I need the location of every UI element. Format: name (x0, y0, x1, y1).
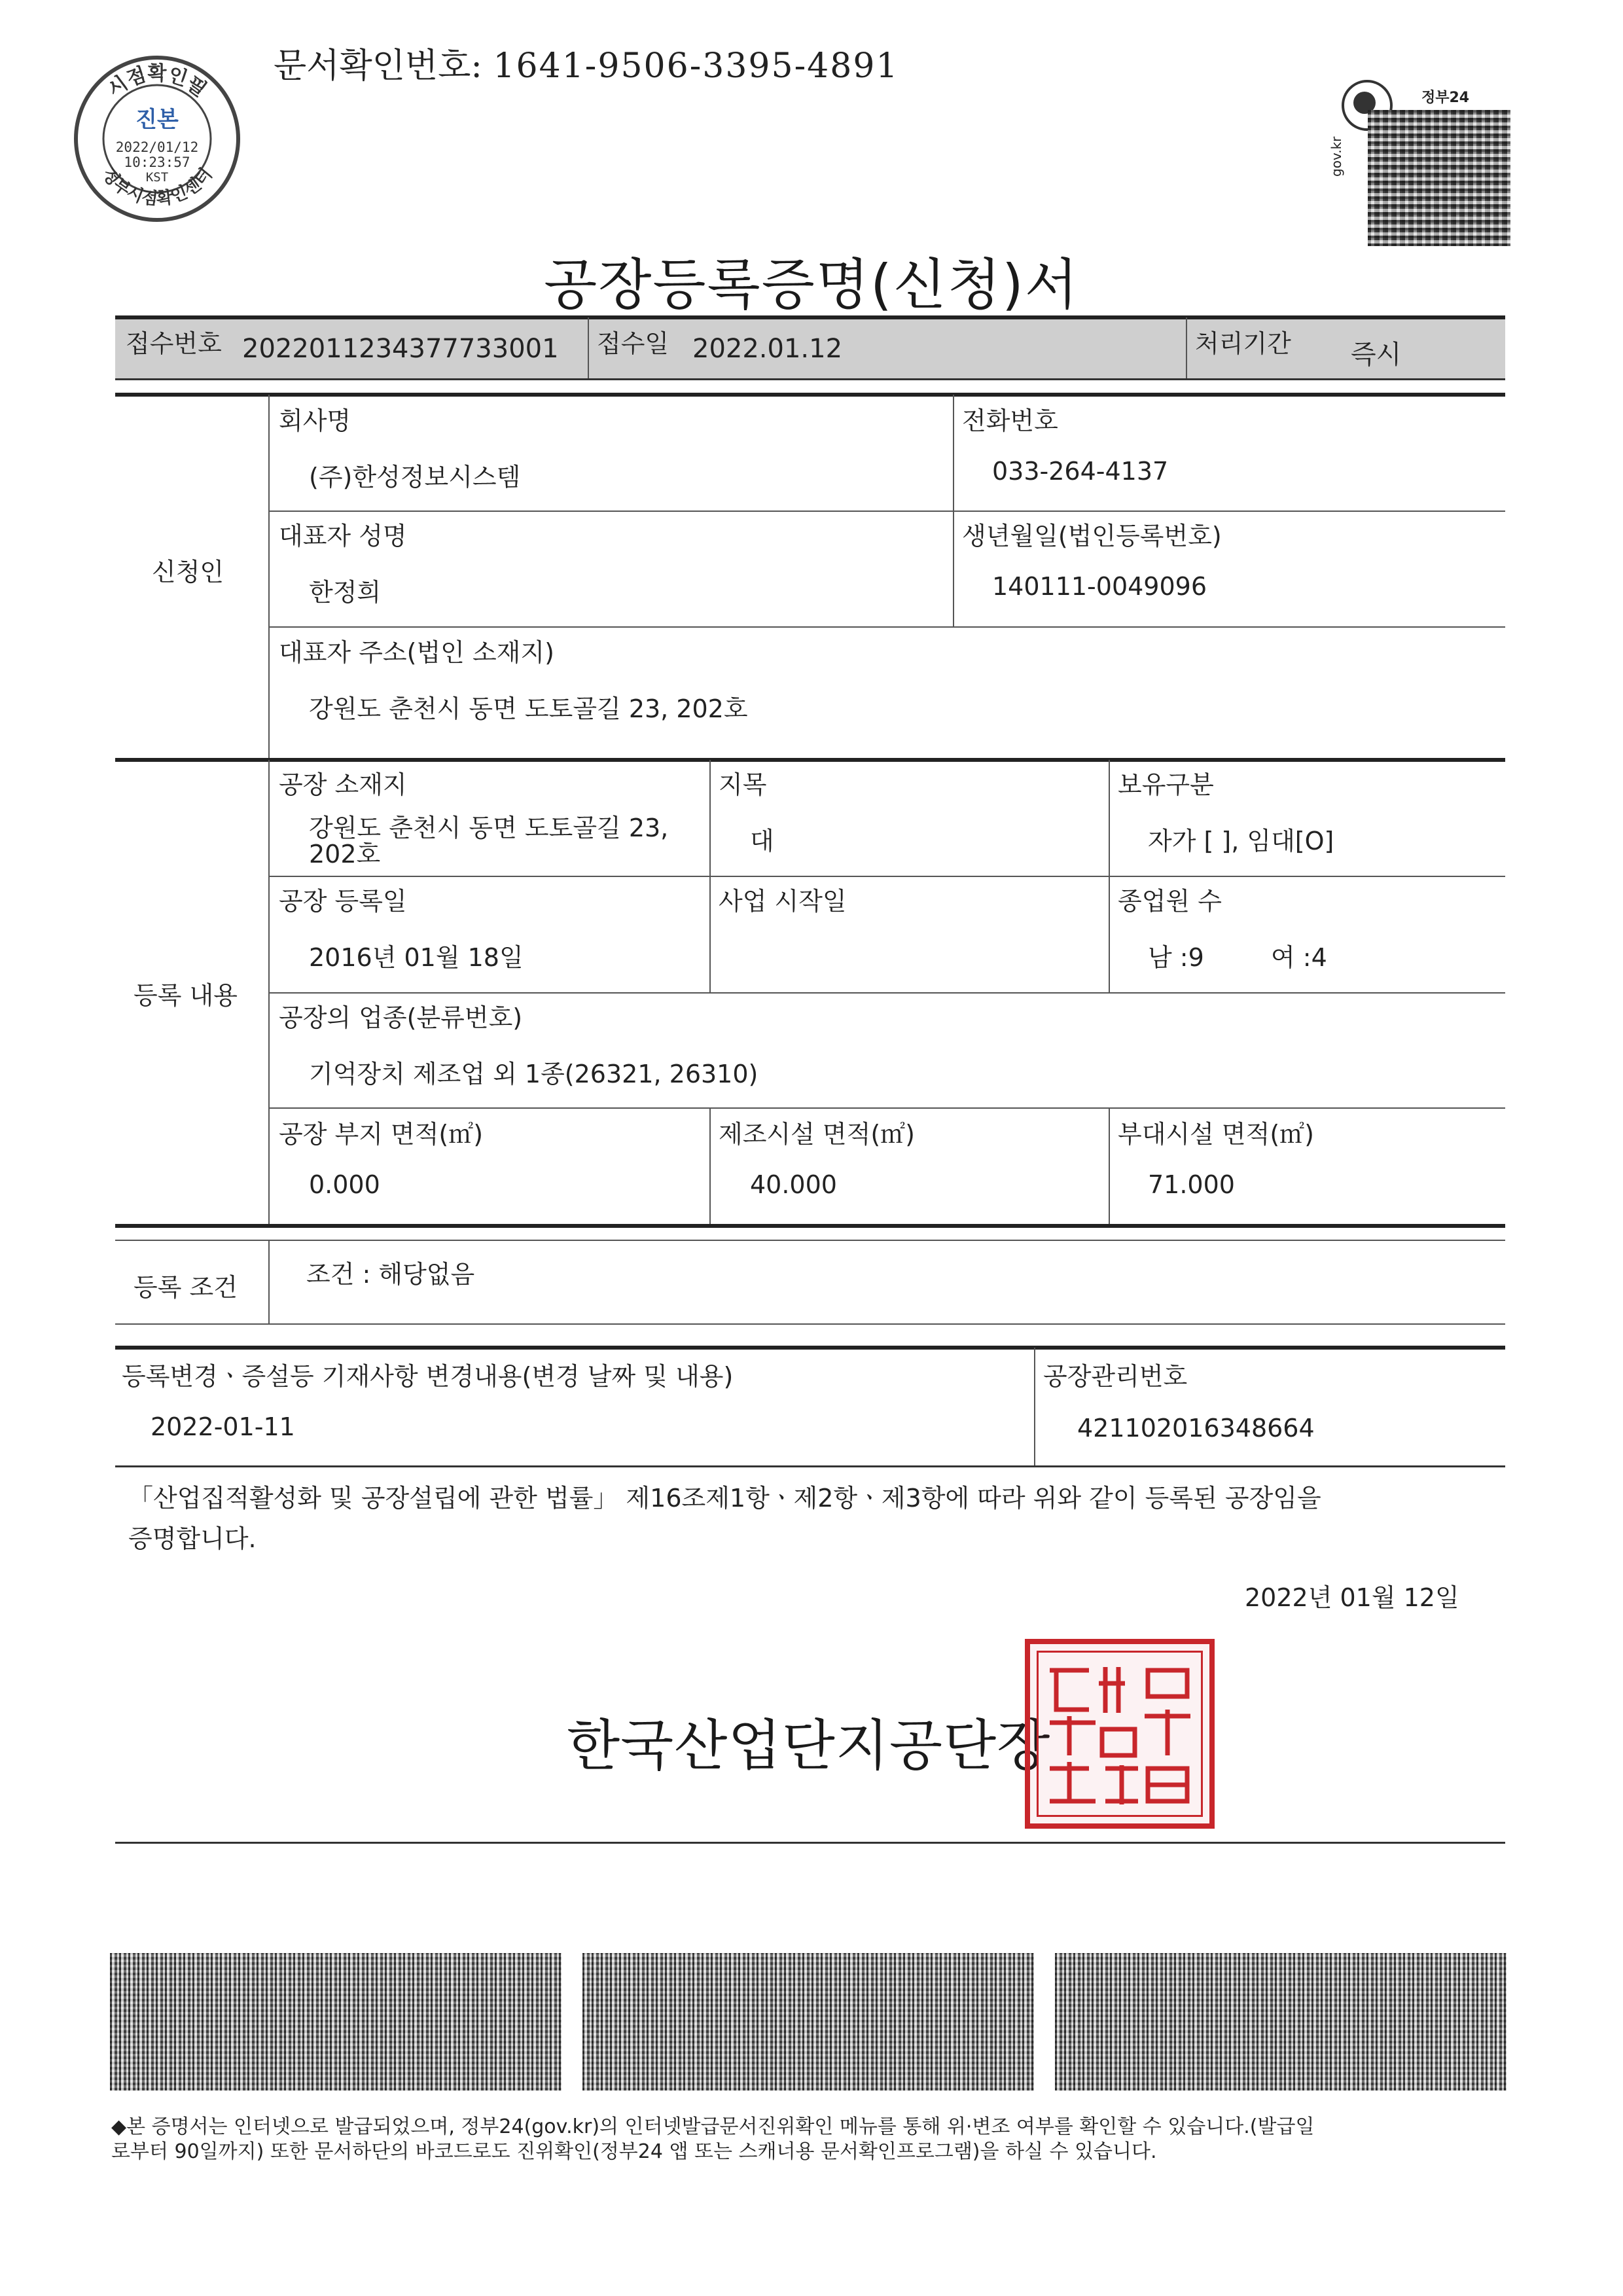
site-area-label: 공장 부지 면적(㎡) (279, 1120, 484, 1149)
statement-line1: 「산업집적활성화 및 공장설립에 관한 법률」 제16조제1항ㆍ제2항ㆍ제3항에 따라 위와 같이 등록된 공장임을 (128, 1484, 1321, 1513)
gov-url-label: gov.kr (1329, 136, 1344, 177)
land-category-value: 대 (750, 827, 774, 855)
birth-label: 생년월일(법인등록번호) (962, 522, 1222, 550)
doc-check-label: 문서확인번호: (274, 46, 482, 86)
applicant-section-label: 신청인 (152, 558, 224, 586)
condition-section-label: 등록 조건 (134, 1273, 238, 1302)
aux-area-label: 부대시설 면적(㎡) (1118, 1120, 1314, 1149)
registration-section-label: 등록 내용 (134, 981, 238, 1010)
management-no-label: 공장관리번호 (1043, 1362, 1188, 1391)
processing-period-value: 즉시 (1351, 340, 1402, 370)
address-value: 강원도 춘천시 동면 도토골길 23, 202호 (309, 694, 748, 723)
registration-date-value: 2016년 01월 18일 (309, 943, 524, 972)
processing-period-label: 처리기간 (1195, 329, 1291, 358)
employees-female: 여 :4 (1271, 943, 1327, 972)
address-label: 대표자 주소(법인 소재지) (279, 638, 554, 667)
receipt-date-value: 2022.01.12 (692, 334, 843, 364)
aux-area-value: 71.000 (1148, 1170, 1235, 1199)
management-no-value: 421102016348664 (1077, 1414, 1315, 1443)
birth-value: 140111-0049096 (992, 572, 1207, 601)
page-title: 공장등록증명(신청)서 (544, 253, 1079, 317)
employees-label: 종업원 수 (1118, 887, 1222, 916)
representative-value: 한정희 (309, 578, 382, 607)
changes-value: 2022-01-11 (151, 1412, 295, 1441)
stamp-zone: KST (145, 170, 169, 185)
ownership-label: 보유구분 (1118, 770, 1214, 799)
stamp-top-text: 시점확인필 (103, 62, 211, 102)
barcode-right (1055, 1953, 1507, 2090)
receipt-no-value: 2022011234377733001 (242, 334, 559, 364)
land-category-label: 지목 (719, 770, 767, 799)
phone-label: 전화번호 (962, 406, 1058, 435)
site-area-value: 0.000 (309, 1170, 380, 1199)
registration-date-label: 공장 등록일 (279, 887, 407, 916)
receipt-no-label: 접수번호 (126, 329, 222, 358)
business-start-label: 사업 시작일 (719, 887, 847, 916)
footer-note-line2: 로부터 90일까지) 또한 문서하단의 바코드로도 진위확인(정부24 앱 또는 스캐너용 문서확인프로그램)을 하실 수 있습니다. (111, 2140, 1157, 2163)
ownership-value: 자가 [ ], 임대[O] (1148, 827, 1334, 855)
barcode-left (110, 1953, 562, 2090)
issue-date: 2022년 01월 12일 (1245, 1583, 1459, 1612)
condition-value: 조건 : 해당없음 (306, 1260, 475, 1289)
mfg-area-label: 제조시설 면적(㎡) (719, 1120, 915, 1149)
company-value: (주)한성정보시스템 (309, 463, 521, 492)
stamp-time: 10:23:57 (124, 154, 190, 170)
barcode-center (582, 1953, 1034, 2090)
factory-location-value-line2: 202호 (309, 840, 381, 869)
representative-label: 대표자 성명 (279, 522, 407, 550)
factory-location-value-line1: 강원도 춘천시 동면 도토골길 23, (309, 814, 669, 842)
statement-line2: 증명합니다. (128, 1524, 257, 1553)
gov24-qr-code (1368, 110, 1510, 246)
doc-check-number-row (274, 38, 899, 87)
changes-label: 등록변경ㆍ증설등 기재사항 변경내용(변경 날짜 및 내용) (122, 1362, 734, 1391)
gov24-label: 정부24 (1421, 90, 1470, 106)
factory-location-label: 공장 소재지 (279, 770, 407, 799)
company-label: 회사명 (279, 406, 351, 435)
footer-note-line1: ◆본 증명서는 인터넷으로 발급되었으며, 정부24(gov.kr)의 인터넷발급문서진위확인 메뉴를 통해 위·변조 여부를 확인할 수 있습니다.(발급일 (111, 2115, 1315, 2138)
receipt-date-label: 접수일 (597, 329, 669, 358)
industry-label: 공장의 업종(분류번호) (279, 1003, 523, 1032)
stamp-date: 2022/01/12 (115, 139, 199, 155)
stamp-center-text: 진본 (135, 107, 179, 133)
mfg-area-value: 40.000 (750, 1170, 837, 1199)
verification-stamp (72, 54, 242, 224)
verification-stamp-graphic (72, 54, 242, 224)
official-seal-glyphs (1030, 1644, 1209, 1823)
industry-value: 기억장치 제조업 외 1종(26321, 26310) (309, 1060, 758, 1088)
stamp-bottom-text: 정부시점확인센터 (98, 164, 217, 209)
employees-male: 남 :9 (1148, 943, 1204, 972)
official-seal (1025, 1639, 1215, 1829)
phone-value: 033-264-4137 (992, 457, 1169, 486)
issuer-name: 한국산업단지공단장 (567, 1713, 1051, 1778)
doc-check-number: 1641-9506-3395-4891 (493, 46, 899, 86)
